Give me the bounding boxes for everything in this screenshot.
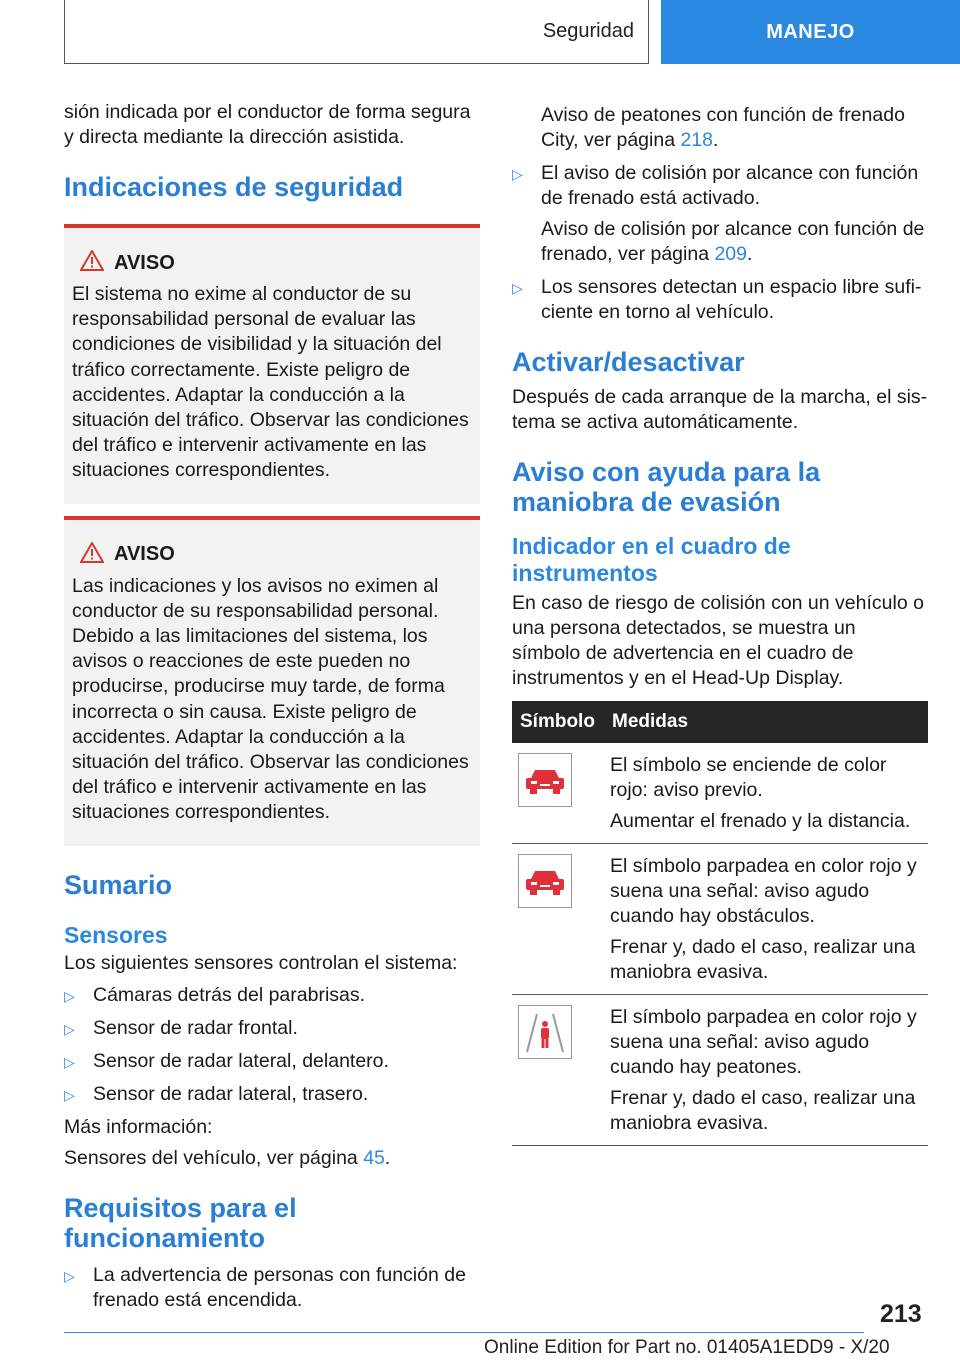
car-warning-icon — [518, 854, 572, 908]
warning-title: AVISO — [114, 543, 175, 566]
triangle-bullet-icon: ▷ — [64, 1267, 75, 1284]
requirements-list — [64, 1263, 480, 1313]
reference-end: . — [384, 1146, 391, 1169]
list-item-text: Sensor de radar lateral, trasero. — [93, 1082, 369, 1105]
footer-divider — [64, 1332, 864, 1333]
header-chapter-title: MANEJO — [766, 20, 855, 43]
list-item-text: Sensor de radar frontal. — [93, 1016, 298, 1039]
measure-text: Frenar y, dado el caso, realizar una maniobra evasiva. — [610, 936, 916, 983]
reference-text: Aviso de colisión por alcance con función de frenado, ver página — [541, 218, 925, 265]
reference-city — [512, 103, 928, 153]
list-item — [64, 983, 480, 1008]
warning-title: AVISO — [114, 251, 175, 274]
triangle-bullet-icon: ▷ — [64, 1020, 75, 1037]
list-item — [64, 1016, 480, 1041]
list-item — [64, 1263, 480, 1313]
heading-summary: Sumario — [64, 869, 173, 900]
warning-box-2 — [64, 516, 480, 846]
table-row — [512, 743, 928, 844]
car-warning-icon — [518, 753, 572, 807]
intro-text: sión indicada por el conductor de forma segura y directa mediante la dirección asistida. — [64, 101, 471, 148]
table-header — [512, 701, 928, 743]
reference-end: . — [747, 243, 753, 265]
reference-text: Sensores del vehículo, ver página — [64, 1146, 364, 1169]
list-item-text: Los sensores detectan un espacio libre suficiente en torno al vehículo. — [541, 276, 922, 323]
measure-text: El símbolo parpadea en color rojo y suena una señal: aviso agudo cuando hay peatones. — [610, 1006, 917, 1078]
more-info-label: Más información: — [64, 1115, 213, 1138]
measures-cell — [604, 844, 928, 995]
column-header-symbol: Símbolo — [512, 701, 604, 743]
heading-evasion: Aviso con ayuda para la maniobra de evasión — [512, 457, 821, 517]
list-item — [64, 1082, 480, 1107]
warning-triangle-icon — [80, 542, 104, 568]
page-link-218[interactable]: 218 — [680, 129, 713, 151]
symbol-cell — [512, 844, 604, 995]
indicator-text: En caso de riesgo de colisión con un vehículo o una persona detectados, se muestra un símbolo de advertencia en el cuadro de instrumentos y en el Head-Up Display. — [512, 592, 924, 689]
list-item-text: Sensor de radar lateral, delantero. — [93, 1049, 389, 1072]
page-link-209[interactable]: 209 — [714, 243, 747, 265]
measure-text: El símbolo se enciende de color rojo: aviso previo. — [610, 754, 887, 801]
sensor-list — [64, 983, 480, 1107]
reference-collision — [512, 217, 928, 267]
heading-sensors: Sensores — [64, 921, 168, 948]
table-row — [512, 844, 928, 995]
measure-text: Aumentar el frenado y la distancia. — [610, 810, 911, 832]
list-item — [512, 161, 928, 211]
footer-edition: Online Edition for Part no. 01405A1EDD9 - X/20 — [484, 1337, 890, 1358]
triangle-bullet-icon: ▷ — [64, 1086, 75, 1103]
sensors-reference — [64, 1146, 480, 1171]
heading-activate: Activar/desactivar — [512, 347, 745, 377]
page-link-45[interactable]: 45 — [363, 1146, 385, 1169]
warning-title-row — [72, 542, 472, 568]
list-item — [512, 275, 928, 325]
measure-text: El símbolo parpadea en color rojo y suena una señal: aviso agudo cuando hay obstáculos. — [610, 855, 917, 927]
heading-requirements: Requisitos para el funcionamiento — [64, 1192, 297, 1253]
triangle-bullet-icon: ▷ — [64, 1053, 75, 1070]
triangle-bullet-icon: ▷ — [512, 280, 523, 296]
header-section — [64, 0, 649, 64]
left-column — [64, 100, 480, 1321]
list-item-text: La advertencia de personas con función de frenado está encendida. — [93, 1263, 466, 1311]
requirements-list-continued — [512, 161, 928, 211]
warning-box-1 — [64, 224, 480, 504]
warning-triangle-icon — [80, 250, 104, 276]
symbol-table — [512, 701, 928, 1146]
measures-cell — [604, 743, 928, 844]
measure-text: Frenar y, dado el caso, realizar una maniobra evasiva. — [610, 1087, 916, 1134]
activate-text: Después de cada arranque de la marcha, el sistema se activa automáticamente. — [512, 386, 928, 433]
pedestrian-warning-icon — [518, 1005, 572, 1059]
measures-cell — [604, 995, 928, 1146]
triangle-bullet-icon: ▷ — [64, 987, 75, 1004]
page-number: 213 — [880, 1300, 922, 1328]
warning-text: El sistema no exime al conductor de su responsabilidad personal de evaluar las condiciones de visibilidad y la situación del tráfico correctamente. Existe peligro de accidentes. Adaptar la conducción a la situación del tráfico. Observar las condiciones del tráfico e intervenir activamente en las situaciones correspondientes. — [72, 283, 469, 482]
reference-text: Aviso de peatones con función de frenado City, ver página — [541, 104, 905, 151]
table-row — [512, 995, 928, 1146]
header-section-title: Seguridad — [542, 20, 634, 42]
requirements-list-continued-2 — [512, 275, 928, 325]
symbol-cell — [512, 743, 604, 844]
header-chapter — [661, 0, 960, 64]
heading-safety: Indicaciones de seguridad — [64, 172, 404, 202]
reference-end: . — [713, 129, 719, 151]
symbol-cell — [512, 995, 604, 1146]
list-item-text: El aviso de colisión por alcance con función de frenado está activado. — [541, 162, 919, 209]
warning-text: Las indicaciones y los avisos no eximen al conductor de su responsabilidad personal. Debido a las limitaciones del sistema, los avisos o reacciones de este pueden no producirse, producirse muy tarde, de forma incorrecta o sin causa. Existe peligro de accidentes. Adaptar la conducción a la situación del tráfico. Observar las condiciones del tráfico e intervenir activamente en las situaciones correspondientes. — [72, 574, 469, 824]
warning-title-row — [72, 250, 472, 276]
heading-indicator: Indicador en el cuadro de instrumentos — [512, 533, 791, 586]
list-item — [64, 1049, 480, 1074]
triangle-bullet-icon: ▷ — [512, 166, 523, 182]
list-item-text: Cámaras detrás del parabrisas. — [93, 983, 366, 1006]
right-column — [512, 103, 928, 1146]
sensors-intro: Los siguientes sensores controlan el sistema: — [64, 951, 458, 974]
column-header-measures: Medidas — [604, 701, 928, 743]
